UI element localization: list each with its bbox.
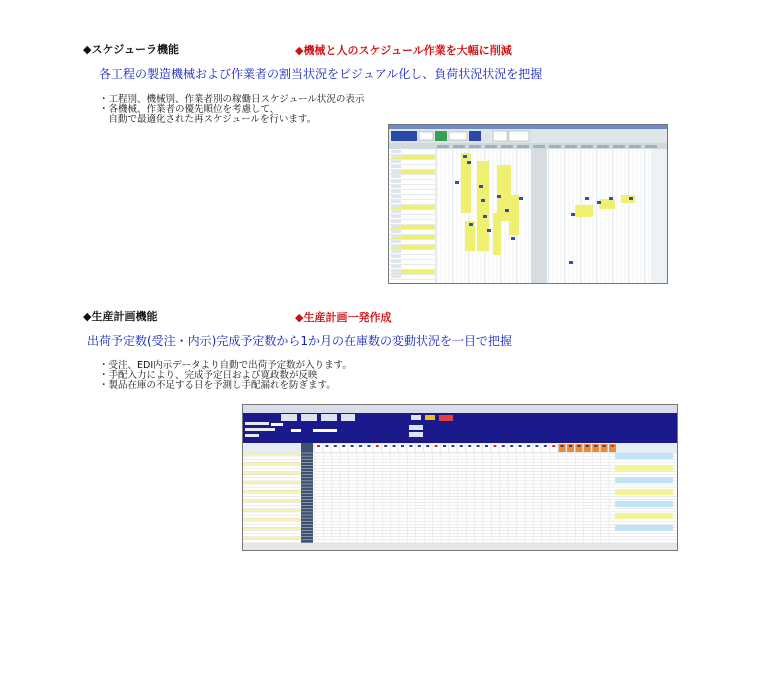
section1-heading: ◆スケジューラ機能 bbox=[83, 43, 180, 56]
section2-subtitle: 出荷予定数(受注・内示)完成予定数から1か月の在庫数の変動状況を一目で把握 bbox=[87, 334, 513, 348]
section1-bullets: ・工程別、機械別、作業者別の稼働日スケジュール状況の表示 ・各機械、作業者の優先順位を考慮して、 自動で最適化された再スケジュールを行います。 bbox=[99, 94, 365, 125]
section2-heading: ◆生産計画機能 bbox=[83, 310, 158, 323]
section2-bullets: ・受注、EDI内示データより自動で出荷予定数が入ります。 ・手配入力により、完成予定日および寛政数が反映 ・製品在庫の不足する日を予測し手配漏れを防ぎます。 bbox=[99, 360, 352, 391]
scheduler-gantt-screenshot bbox=[388, 124, 668, 284]
production-plan-screenshot bbox=[242, 404, 678, 551]
section1-subtitle: 各工程の製造機械および作業者の割当状況をビジュアル化し、負荷状況状況を把握 bbox=[99, 67, 543, 81]
production-plan-image bbox=[243, 405, 677, 550]
section2-highlight: ◆生産計画一発作成 bbox=[295, 311, 392, 324]
section1-highlight: ◆機械と人のスケジュール作業を大幅に削減 bbox=[295, 44, 512, 57]
gantt-chart-image bbox=[389, 125, 667, 283]
